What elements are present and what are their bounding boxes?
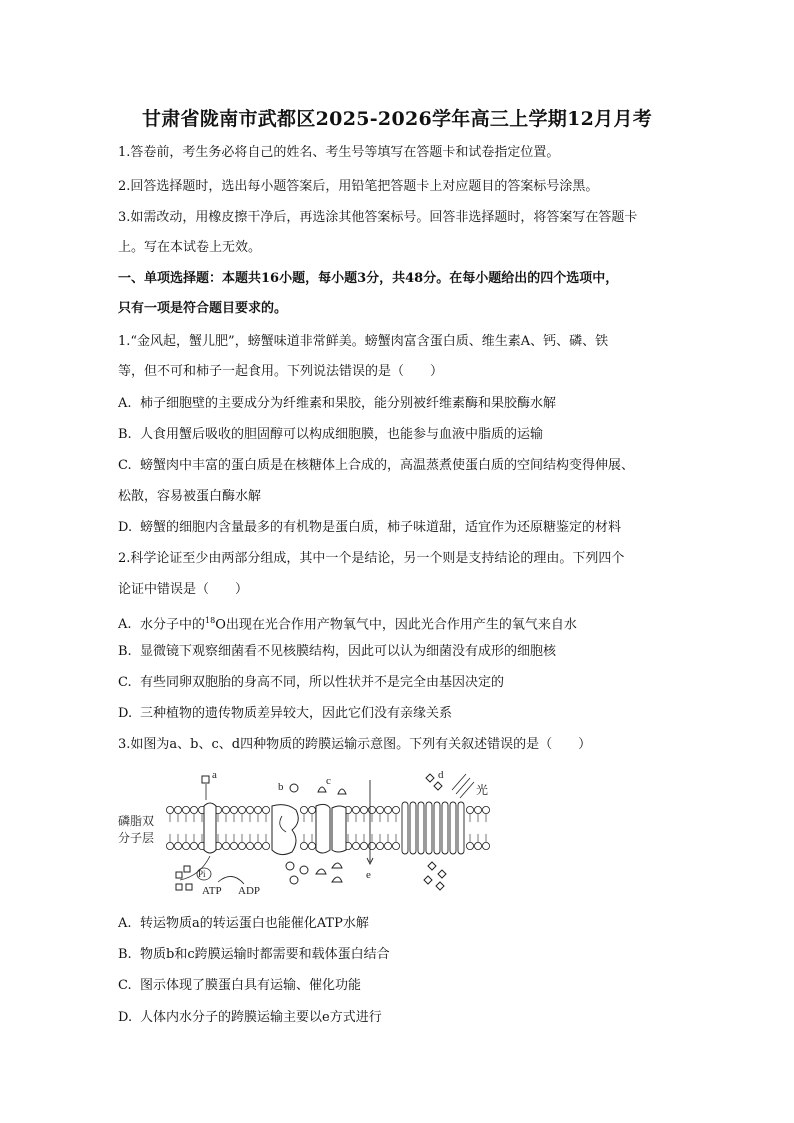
option-text-pre: 水分子中的 — [140, 617, 206, 633]
q3-stem: 3.如图为a、b、c、d四种物质的跨膜运输示意图。下列有关叙述错误的是（ ） — [118, 737, 592, 752]
instruction-1: 1.答卷前，考生务必将自己的姓名、考生号等填写在答题卡和试卷指定位置。 — [118, 145, 560, 160]
substance-a-square — [202, 776, 209, 783]
option-key: A. — [118, 617, 132, 633]
membrane-label-line2: 分子层 — [118, 831, 155, 845]
option-text: 螃蟹的细胞内含量最多的有机物是蛋白质，柿子味道甜，适宜作为还原糖鉴定的材料 — [140, 520, 622, 535]
carrier-protein-b — [272, 805, 298, 855]
light-arrows — [452, 774, 474, 798]
pump-protein-a — [204, 803, 216, 853]
option-text: 螃蟹肉中丰富的蛋白质是在核糖体上合成的，高温蒸煮使蛋白质的空间结构变得伸展、 — [140, 458, 635, 473]
label-pi: Pi — [198, 869, 206, 879]
label-light: 光 — [476, 783, 489, 797]
option-text: 三种植物的遗传物质差异较大，因此它们没有亲缘关系 — [140, 706, 453, 721]
label-b: b — [278, 781, 284, 793]
q3-option-b — [118, 945, 678, 965]
option-text: 柿子细胞壁的主要成分为纤维素和果胶，能分别被纤维素酶和果胶酶水解 — [140, 396, 557, 411]
q1-stem: 1.“金风起，蟹儿肥”，螃蟹味道非常鲜美。螃蟹肉富含蛋白质、维生素A、钙、磷、铁 — [118, 334, 609, 349]
section-heading: 一、单项选择题：本题共16小题，每小题3分，共48分。在每小题给出的四个选项中， — [118, 271, 619, 286]
substance-d-diamond — [426, 774, 434, 782]
instruction-2: 2.回答选择题时，选出每小题答案后，用铅笔把答题卡上对应题目的答案标号涂黑。 — [118, 179, 599, 194]
option-text: 图示体现了膜蛋白具有运输、催化功能 — [140, 978, 362, 993]
multipass-protein-d — [402, 802, 464, 854]
q3-option-a — [118, 914, 678, 934]
option-key: C. — [118, 458, 132, 473]
option-key: B. — [118, 947, 132, 962]
q1-option-c-cont — [118, 487, 678, 507]
label-d: d — [438, 770, 444, 781]
q2-stem-cont: 论证中错误是（ ） — [118, 582, 249, 597]
option-key: C. — [118, 675, 132, 690]
option-key: A. — [118, 396, 132, 411]
section-heading-cont: 只有一项是符合题目要求的。 — [118, 301, 288, 316]
option-key: B. — [118, 427, 132, 442]
q2-stem: 2.科学论证至少由两部分组成，其中一个是结论，另一个则是支持结论的理由。下列四个 — [118, 551, 625, 566]
membrane-transport-figure — [118, 770, 498, 898]
q2-option-c — [118, 673, 678, 693]
exam-title: 甘肃省陇南市武都区2025-2026学年高三上学期12月月考 — [141, 108, 653, 130]
isotope-superscript: 18 — [205, 616, 216, 625]
q2-option-b — [118, 642, 678, 662]
label-a: a — [212, 770, 217, 781]
label-c: c — [326, 775, 331, 787]
option-text: 显微镜下观察细菌看不见核膜结构，因此可以认为细菌没有成形的细胞核 — [140, 644, 557, 659]
option-text: 物质b和c跨膜运输时都需要和载体蛋白结合 — [140, 947, 390, 962]
membrane-label-line1: 磷脂双 — [118, 814, 155, 828]
q2-option-a — [118, 611, 678, 635]
option-text: 转运物质a的转运蛋白也能催化ATP水解 — [140, 916, 369, 931]
option-key: B. — [118, 644, 132, 659]
option-key: D. — [118, 520, 133, 535]
label-adp: ADP — [238, 885, 261, 897]
q1-option-a — [118, 394, 678, 414]
option-key: A. — [118, 916, 132, 931]
instruction-3: 3.如需改动，用橡皮擦干净后，再选涂其他答案标号。回答非选择题时，将答案写在答题卡 — [118, 210, 638, 225]
option-text: 松散，容易被蛋白酶水解 — [118, 489, 262, 504]
q1-option-c — [118, 456, 678, 476]
label-e: e — [366, 869, 371, 881]
instruction-3-cont: 上。写在本试卷上无效。 — [118, 240, 262, 255]
q1-option-b — [118, 425, 678, 445]
option-text: 人体内水分子的跨膜运输主要以e方式进行 — [140, 1010, 382, 1025]
q3-option-d — [118, 1008, 678, 1028]
label-atp: ATP — [202, 885, 222, 897]
option-key: D. — [118, 1010, 133, 1025]
q2-option-d — [118, 704, 678, 724]
option-text-post: O出现在光合作用产物氧气中，因此光合作用产生的氧气来自水 — [215, 617, 577, 633]
option-key: D. — [118, 706, 133, 721]
option-text: 人食用蟹后吸收的胆固醇可以构成细胞膜，也能参与血液中脂质的运输 — [140, 427, 544, 442]
option-key: C. — [118, 978, 132, 993]
channel-protein-c — [316, 804, 346, 853]
q1-stem-cont: 等，但不可和柿子一起食用。下列说法错误的是（ ） — [118, 364, 444, 379]
q1-option-d — [118, 518, 678, 538]
q3-option-c — [118, 976, 678, 996]
option-text: 有些同卵双胞胎的身高不同，所以性状并不是完全由基因决定的 — [140, 675, 505, 690]
